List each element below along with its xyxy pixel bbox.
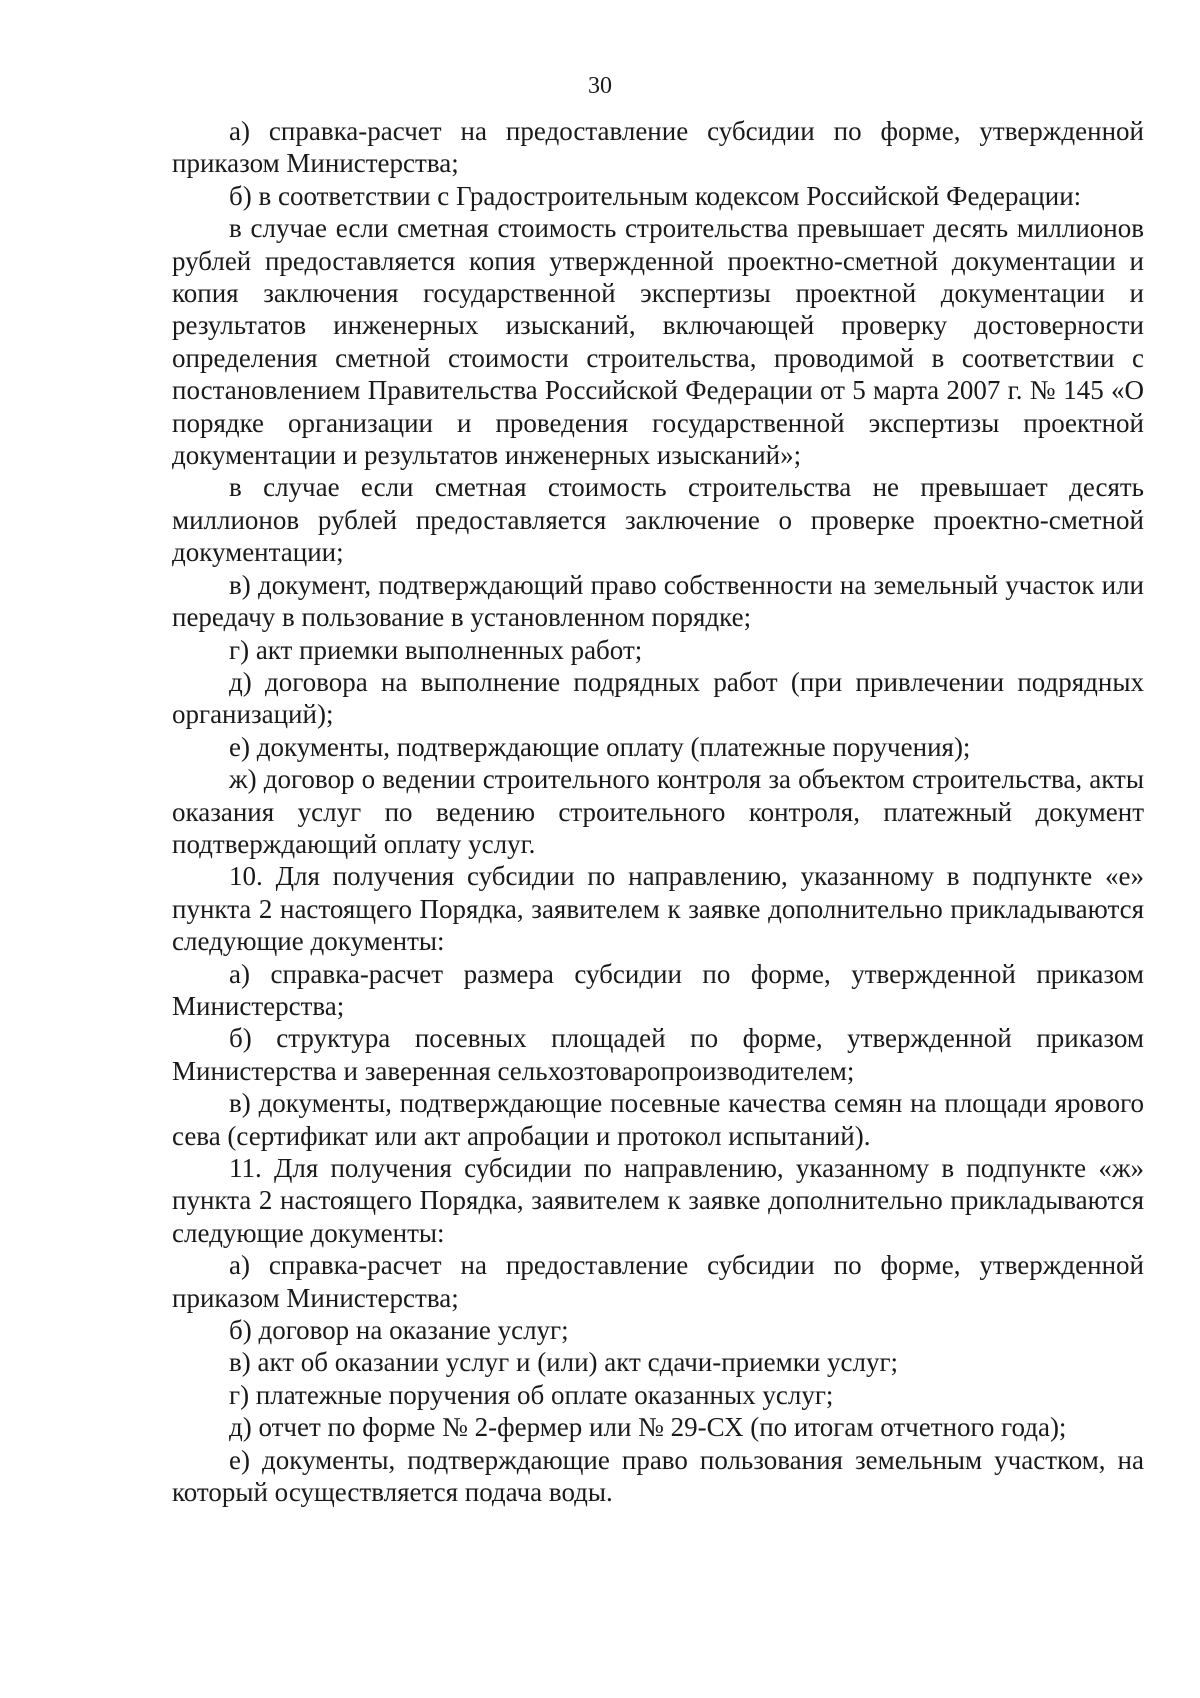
paragraph-e-payment-docs: е) документы, подтверждающие оплату (платежные поручения); xyxy=(229,731,971,762)
paragraph-item-11: 11. Для получения субсидии по направлению, указанному в подпункте «ж» пункта 2 настоящего Порядка, заявителем к заявке дополнительно прикладываются следующие документы: xyxy=(172,1153,1144,1248)
paragraph-zh-construction-control: ж) договор о ведении строительного контроля за объектом строительства, акты оказания услуг по ведению строительного контроля, платежный документ подтверждающий оплату услуг. xyxy=(172,764,1144,859)
paragraph-g-acceptance-act: г) акт приемки выполненных работ; xyxy=(229,634,643,665)
paragraph-not-exceeds-ten-million: в случае если сметная стоимость строительства не превышает десять миллионов рублей предоставляется заключение о проверке проектно-сметной документации; xyxy=(172,472,1144,568)
paragraph-11-g: г) платежные поручения об оплате оказанных услуг; xyxy=(229,1379,834,1410)
paragraph-v-land-ownership: в) документ, подтверждающий право собственности на земельный участок или передачу в пользование в установленном порядке; xyxy=(172,569,1144,633)
paragraph-d-contracts: д) договора на выполнение подрядных работ (при привлечении подрядных организаций); xyxy=(172,666,1144,730)
paragraph-11-a: а) справка-расчет на предоставление субсидии по форме, утвержденной приказом Министерства; xyxy=(172,1250,1144,1313)
document-body xyxy=(172,115,1144,1508)
paragraph-11-d: д) отчет по форме № 2-фермер или № 29-СХ (по итогам отчетного года); xyxy=(229,1412,1067,1443)
page-number: 30 xyxy=(588,73,612,99)
paragraph-10-a: а) справка-расчет размера субсидии по форме, утвержденной приказом Министерства; xyxy=(172,958,1144,1021)
paragraph-10-b: б) структура посевных площадей по форме, утвержденной приказом Министерства и заверенная сельхозтоваропроизводителем; xyxy=(172,1023,1144,1086)
paragraph-b-grad-kodeks: б) в соответствии с Градостроительным кодексом Российской Федерации: xyxy=(229,180,1082,211)
paragraph-a-spravka: а) справка-расчет на предоставление субсидии по форме, утвержденной приказом Министерства; xyxy=(172,116,1144,179)
paragraph-11-b: б) договор на оказание услуг; xyxy=(229,1315,569,1346)
paragraph-11-e: е) документы, подтверждающие право пользования земельным участком, на который осуществляется подача воды. xyxy=(172,1444,1144,1508)
paragraph-item-10: 10. Для получения субсидии по направлению, указанному в подпункте «е» пункта 2 настоящего Порядка, заявителем к заявке дополнительно прикладываются следующие документы: xyxy=(172,861,1144,957)
paragraph-11-v: в) акт об оказании услуг и (или) акт сдачи-приемки услуг; xyxy=(229,1347,899,1378)
paragraph-exceeds-ten-million: в случае если сметная стоимость строительства превышает десять миллионов рублей предоставляется копия утвержденной проектно-сметной документации и копия заключения государственной экспертизы проектной документации и результатов инженерных изысканий, включающей проверку достоверности определения сметной стоимости строительства, проводимой в соответствии с постановлением Правительства Российской Федерации от 5 марта 2007 г. № 145 «О порядке организации и проведения государственной экспертизы проектной документации и результатов инженерных изысканий»; xyxy=(172,213,1144,471)
paragraph-10-v: в) документы, подтверждающие посевные качества семян на площади ярового сева (сертификат или акт апробации и протокол испытаний). xyxy=(172,1088,1144,1151)
